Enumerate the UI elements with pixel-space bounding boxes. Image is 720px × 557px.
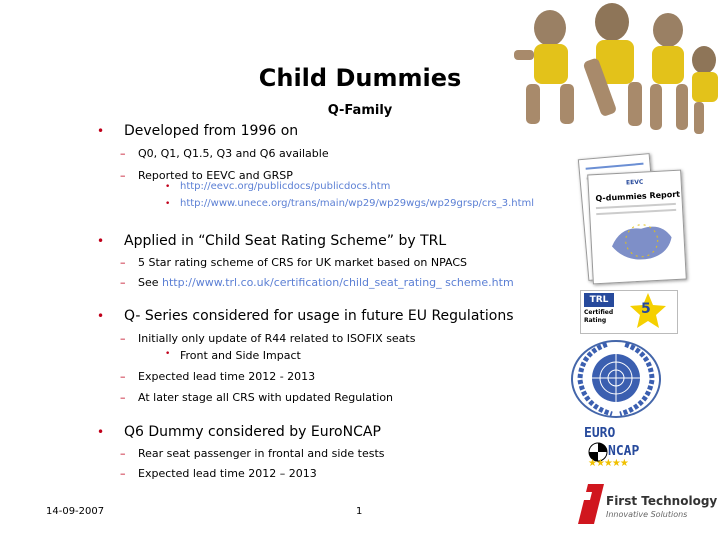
dash-icon: –: [120, 391, 126, 404]
dash-icon: –: [120, 447, 126, 460]
child-dummies-photo: [500, 0, 720, 150]
bullet-2-sub-1: 5 Star rating scheme of CRS for UK market based on NPACS: [138, 256, 468, 269]
slide-title: Child Dummies: [258, 64, 462, 92]
unece-link[interactable]: http://www.unece.org/trans/main/wp29/wp29wgs/wp29grsp/crs_3.html: [180, 198, 535, 209]
bullet-3-sub-2: Expected lead time 2012 - 2013: [138, 370, 316, 383]
bullet-3-sub-3: At later stage all CRS with updated Regulation: [138, 391, 394, 404]
company-tagline: Innovative Solutions: [606, 510, 688, 519]
bullet-dot-icon: •: [97, 234, 105, 248]
dash-icon: –: [120, 147, 126, 160]
bullet-4-sub-1: Rear seat passenger in frontal and side tests: [138, 447, 385, 460]
eevc-logo: EEVC: [625, 178, 644, 187]
dash-icon: –: [120, 169, 126, 182]
bullet-dot-icon: •: [97, 124, 105, 138]
star-rating-value: 5: [641, 301, 651, 317]
euro-ncap-logo: [584, 422, 654, 472]
bullet-4-sub-2: Expected lead time 2012 – 2013: [138, 467, 317, 480]
euro-ncap-stars: ★★★★★: [588, 458, 628, 469]
bullet-dot-icon: •: [97, 425, 105, 439]
bullet-1-sub-2: Reported to EEVC and GRSP: [138, 169, 293, 182]
bullet-1-sub-1: Q0, Q1, Q1.5, Q3 and Q6 available: [138, 147, 329, 160]
dash-icon: –: [120, 467, 126, 480]
europe-map-icon: [600, 213, 683, 267]
eevc-link[interactable]: http://eevc.org/publicdocs/publicdocs.htm: [180, 181, 391, 192]
un-emblem-icon: [568, 338, 664, 420]
bullet-2-text: Applied in “Child Seat Rating Scheme” by TRL: [124, 233, 447, 249]
trl-rating-label: Rating: [584, 317, 607, 324]
slide-subtitle: Q-Family: [327, 103, 393, 118]
dash-icon: –: [120, 276, 126, 289]
bullet-3-sub-1: Initially only update of R44 related to ISOFIX seats: [138, 332, 416, 345]
footer-date: 14-09-2007: [46, 506, 105, 517]
euro-ncap-top-text: EURO: [584, 426, 616, 441]
first-technology-logo-icon: [578, 484, 604, 524]
trl-rating-badge: [580, 290, 678, 334]
bullet-4-text: Q6 Dummy considered by EuroNCAP: [124, 424, 381, 440]
trl-link[interactable]: http://www.trl.co.uk/certification/child_seat_rating_ scheme.htm: [162, 276, 514, 289]
bullet-dot-icon: •: [165, 199, 171, 209]
dash-icon: –: [120, 332, 126, 345]
bullet-1-text: Developed from 1996 on: [124, 123, 299, 139]
report-title: Q-dummies Report: [595, 189, 681, 204]
bullet-2-sub-2: [138, 276, 514, 289]
euro-ncap-bottom-text: NCAP: [608, 444, 640, 459]
bullet-3-text: Q- Series considered for usage in future EU Regulations: [124, 308, 514, 324]
trl-certified-label: Certified: [584, 309, 614, 316]
bullet-dot-icon: •: [165, 182, 171, 192]
report-document-front: [587, 170, 687, 285]
dash-icon: –: [120, 256, 126, 269]
trl-logo: TRL: [584, 293, 614, 307]
bullet-3-third-level: Front and Side Impact: [180, 349, 301, 362]
page-number: 1: [356, 506, 363, 517]
bullet-dot-icon: •: [165, 349, 171, 359]
see-prefix: See: [138, 276, 163, 289]
dash-icon: –: [120, 370, 126, 383]
bullet-dot-icon: •: [97, 309, 105, 323]
company-name: First Technology: [606, 494, 718, 508]
